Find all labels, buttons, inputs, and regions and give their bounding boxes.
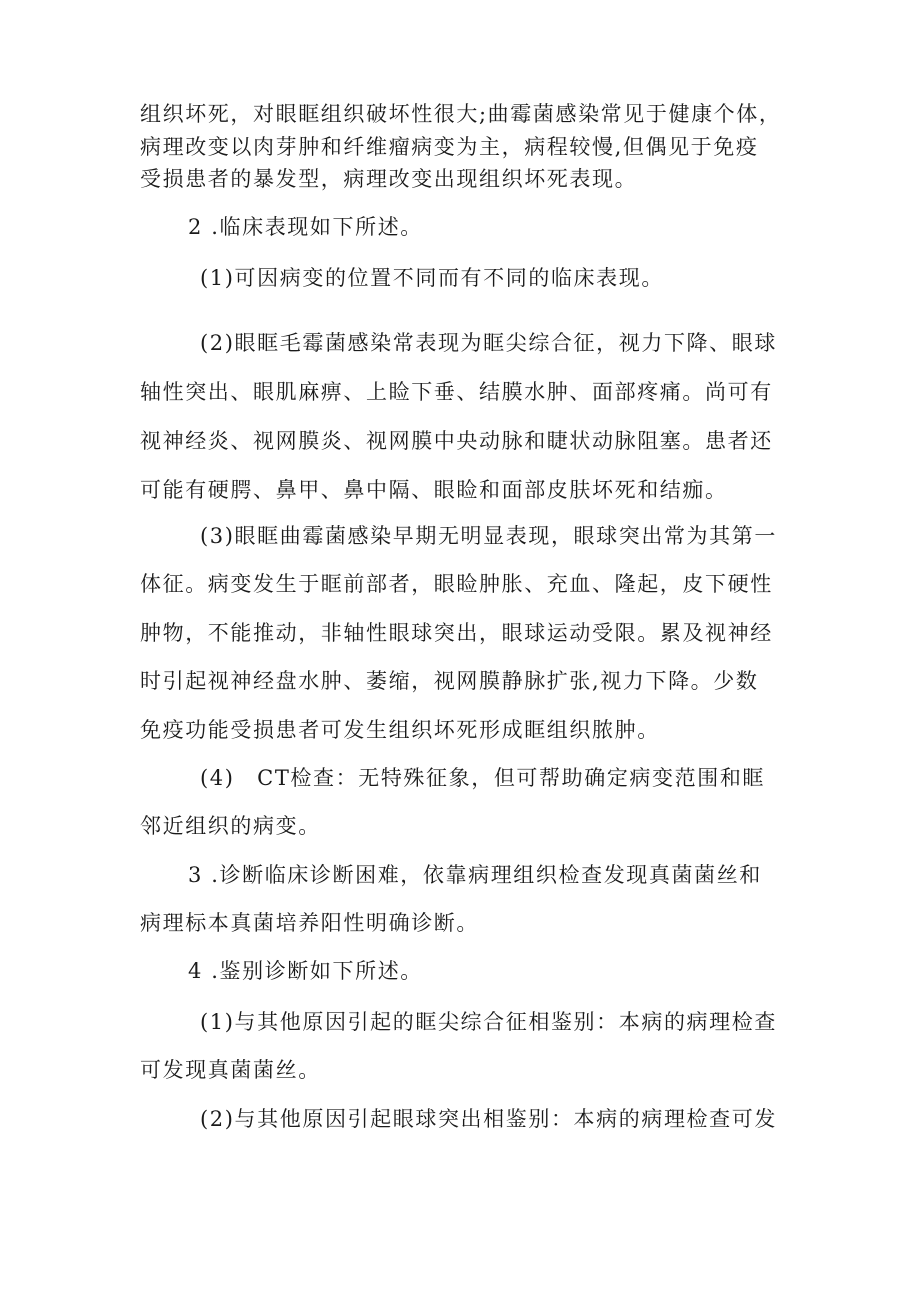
text-line: 病理改变以肉芽肿和纤维瘤病变为主，病程较慢,但偶见于免疫 [140,135,759,159]
section-heading-4: 4 .鉴别诊断如下所述。 [188,959,423,983]
text-line: 肿物，不能推动，非轴性眼球突出，眼球运动受限。累及视神经 [140,621,773,645]
text-line: (1)可因病变的位置不同而有不同的临床表现。 [200,266,664,290]
text-line: (2)与其他原因引起眼球突出相鉴别：本病的病理检查可发 [200,1107,777,1131]
text-line: 可发现真菌菌丝。 [140,1058,321,1082]
text-line: (3)眼眶曲霉菌感染早期无明显表现，眼球突出常为其第一 [200,524,777,548]
text-line: 受损患者的暴发型，病理改变出现组织坏死表现。 [140,167,638,191]
text-line: 邻近组织的病变。 [140,814,321,838]
text-line: 视神经炎、视网膜炎、视网膜中央动脉和睫状动脉阻塞。患者还 [140,429,773,453]
section-heading-2: 2 .临床表现如下所述。 [188,215,423,239]
text-line: 免疫功能受损患者可发生组织坏死形成眶组织脓肿。 [140,718,660,742]
section-heading-3: 3 .诊断临床诊断困难，依靠病理组织检查发现真菌菌丝和 [188,863,762,887]
text-line: (1)与其他原因引起的眶尖综合征相鉴别：本病的病理检查 [200,1010,777,1034]
text-line: 轴性突出、眼肌麻痹、上睑下垂、结膜水肿、面部疼痛。尚可有 [140,380,773,404]
text-line: 体征。病变发生于眶前部者，眼睑肿胀、充血、隆起，皮下硬性 [140,572,773,596]
text-line: (4) CT检查：无特殊征象，但可帮助确定病变范围和眶 [200,766,766,790]
text-line: 组织坏死，对眼眶组织破坏性很大;曲霉菌感染常见于健康个体， [140,102,782,126]
text-line: 可能有硬腭、鼻甲、鼻中隔、眼睑和面部皮肤坏死和结痂。 [140,478,728,502]
text-line: 时引起视神经盘水肿、萎缩，视网膜静脉扩张,视力下降。少数 [140,669,759,693]
text-line: (2)眼眶毛霉菌感染常表现为眶尖综合征，视力下降、眼球 [200,331,777,355]
text-line: 病理标本真菌培养阳性明确诊断。 [140,911,479,935]
